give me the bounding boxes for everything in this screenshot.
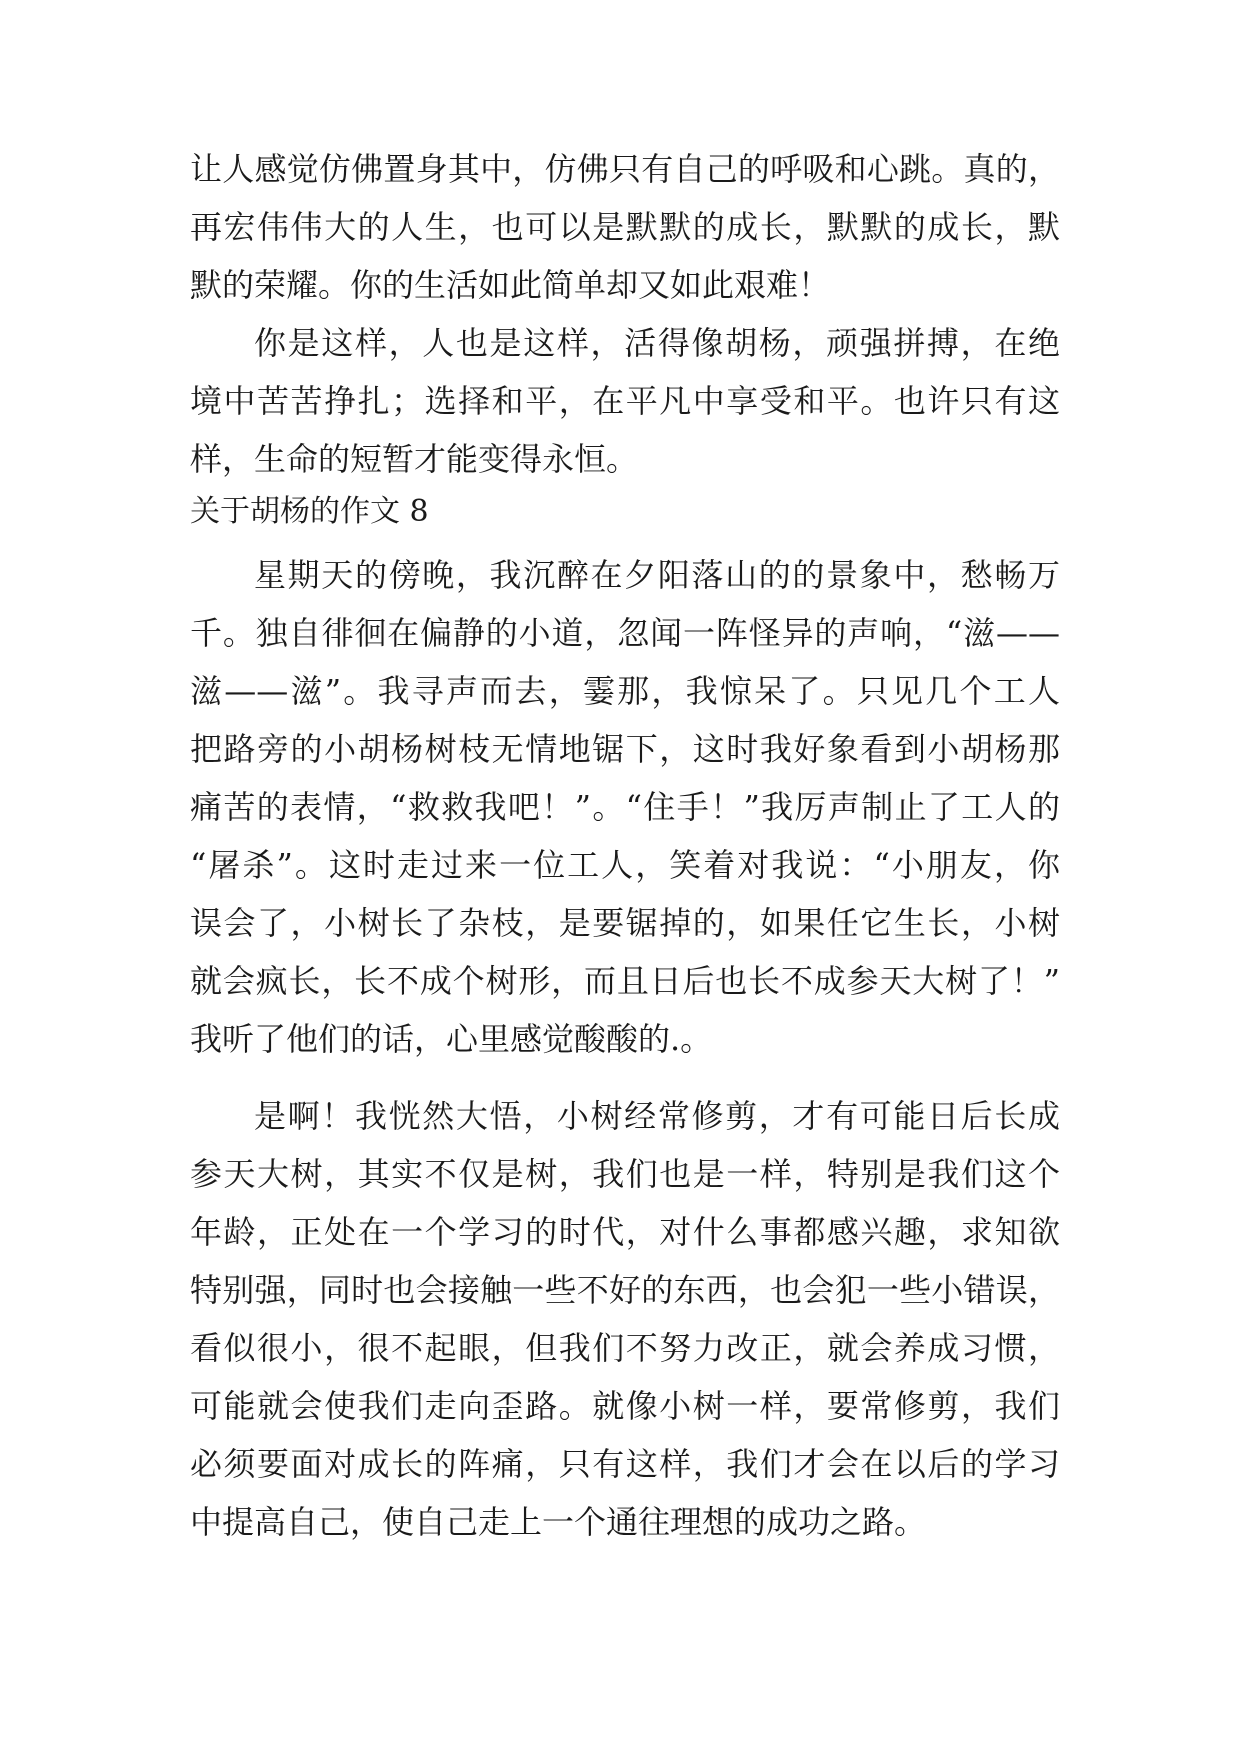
paragraph-line: 让人感觉仿佛置身其中，仿佛只有自己的呼吸和心跳。真的， bbox=[190, 150, 1060, 188]
paragraph-line: 年龄，正处在一个学习的时代，对什么事都感兴趣，求知欲 bbox=[190, 1213, 1060, 1251]
paragraph-line: “屠杀”。这时走过来一位工人，笑着对我说：“小朋友，你 bbox=[190, 846, 1060, 884]
paragraph-line: 就会疯长，长不成个树形，而且日后也长不成参天大树了！” bbox=[190, 962, 1060, 1000]
paragraph-line: 滋——滋”。我寻声而去，霎那，我惊呆了。只见几个工人 bbox=[190, 672, 1060, 710]
paragraph-line: 我听了他们的话，心里感觉酸酸的.。 bbox=[190, 1020, 713, 1058]
paragraph-line: 默的荣耀。你的生活如此简单却又如此艰难！ bbox=[190, 266, 831, 304]
paragraph-line: 星期天的傍晚，我沉醉在夕阳落山的的景象中，愁畅万 bbox=[254, 556, 1060, 594]
paragraph-line: 痛苦的表情，“救救我吧！”。“住手！”我厉声制止了工人的 bbox=[190, 788, 1060, 826]
paragraph-line: 特别强，同时也会接触一些不好的东西，也会犯一些小错误， bbox=[190, 1271, 1060, 1309]
paragraph-line: 你是这样，人也是这样，活得像胡杨，顽强拼搏，在绝 bbox=[254, 324, 1060, 362]
paragraph-line: 千。独自徘徊在偏静的小道，忽闻一阵怪异的声响，“滋—— bbox=[190, 614, 1060, 652]
paragraph-1 bbox=[190, 140, 1060, 314]
paragraph-line: 误会了，小树长了杂枝，是要锯掉的，如果任它生长，小树 bbox=[190, 904, 1060, 942]
paragraph-line: 是啊！我恍然大悟，小树经常修剪，才有可能日后长成 bbox=[254, 1097, 1060, 1135]
paragraph-line: 把路旁的小胡杨树枝无情地锯下，这时我好象看到小胡杨那 bbox=[190, 730, 1060, 768]
paragraph-line: 可能就会使我们走向歪路。就像小树一样，要常修剪，我们 bbox=[190, 1387, 1060, 1425]
paragraph-line: 看似很小，很不起眼，但我们不努力改正，就会养成习惯， bbox=[190, 1329, 1060, 1367]
paragraph-line: 参天大树，其实不仅是树，我们也是一样，特别是我们这个 bbox=[190, 1155, 1060, 1193]
paragraph-2 bbox=[190, 314, 1060, 488]
paragraph-line: 境中苦苦挣扎；选择和平，在平凡中享受和平。也许只有这 bbox=[190, 382, 1060, 420]
paragraph-3 bbox=[190, 546, 1060, 1068]
paragraph-line: 必须要面对成长的阵痛，只有这样，我们才会在以后的学习 bbox=[190, 1445, 1060, 1483]
paragraph-4 bbox=[190, 1087, 1060, 1551]
paragraph-line: 中提高自己，使自己走上一个通往理想的成功之路。 bbox=[190, 1503, 927, 1541]
paragraph-line: 样，生命的短暂才能变得永恒。 bbox=[190, 440, 639, 478]
paragraph-line: 再宏伟伟大的人生，也可以是默默的成长，默默的成长，默 bbox=[190, 208, 1060, 246]
section-heading: 关于胡杨的作文 8 bbox=[190, 494, 429, 529]
